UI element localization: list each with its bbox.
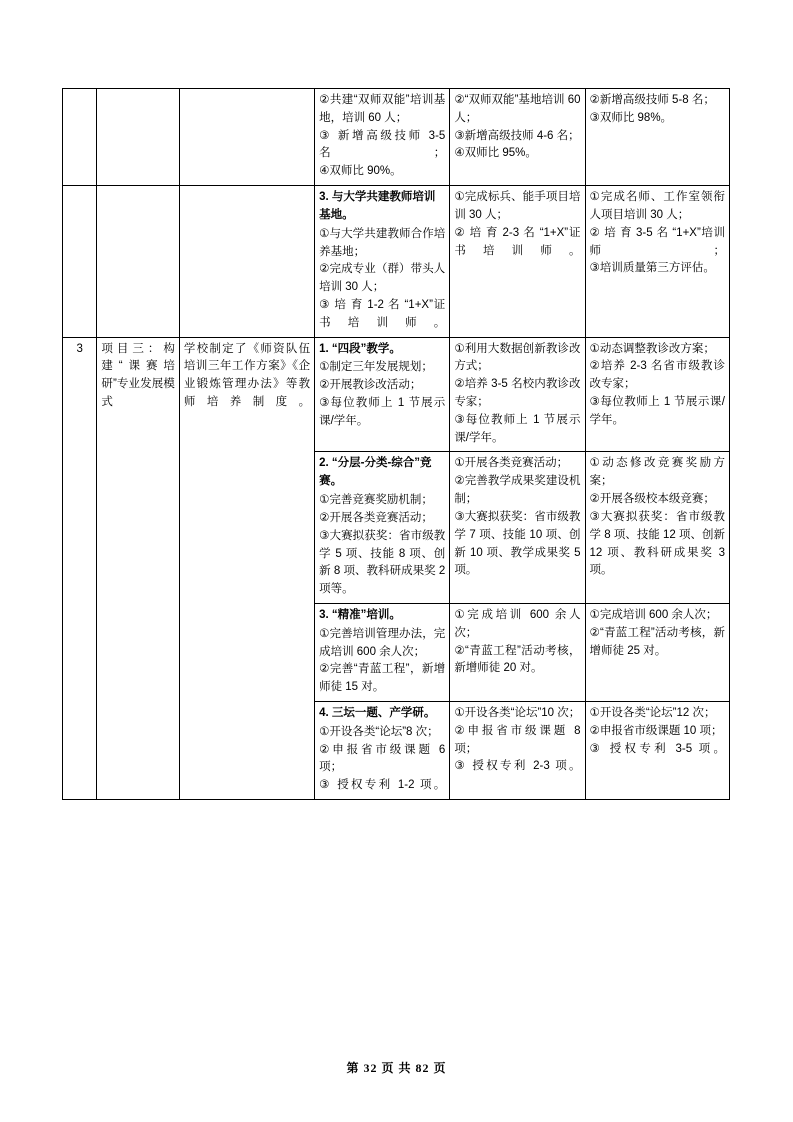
year2-cell (450, 452, 585, 604)
list-item: ②培养 3-5 名校内教诊改专家； (454, 378, 581, 408)
list-item: ②“双师双能”基地培训 60 人； (454, 94, 581, 124)
list-item: ② 培 育 2-3 名 “1+X”证书培训师。 (454, 226, 581, 257)
list-item: ①开设各类“论坛”8 次； (319, 725, 439, 738)
year3-cell (585, 89, 729, 186)
table-row (63, 186, 730, 338)
year3-cell (585, 702, 729, 800)
list-item: ③大赛拟获奖：省市级教学 7 项、技能 10 项、创新 10 项、教学成果奖 5 项。 (454, 510, 581, 577)
plan-table (62, 88, 730, 800)
project-description-cell (179, 89, 314, 186)
year1-cell (315, 702, 450, 800)
section-heading: 3. “精准”培训。 (319, 608, 401, 621)
year3-cell (585, 186, 729, 338)
section-heading: 3. 与大学共建教师培训基地。 (319, 191, 436, 221)
list-item: ②共建“双师双能”培训基地，培训 60 人； (319, 94, 446, 124)
row-number-cell (63, 89, 97, 186)
list-item: ③培训质量第三方评估。 (589, 262, 715, 275)
section-heading: 1. “四段”教学。 (319, 342, 401, 355)
year1-cell (315, 186, 450, 338)
list-item: ③新增高级技师 4-6 名； (454, 129, 580, 142)
section-heading: 2. “分层-分类-综合”竞赛。 (319, 457, 432, 488)
list-item: ①完成培训 600 余人次； (454, 608, 581, 639)
table-row (63, 89, 730, 186)
list-item: ③ 授权专利 1-2 项。 (319, 779, 446, 792)
list-item: ②完善“青蓝工程”，新增师徒 15 对。 (319, 663, 446, 694)
list-item: ③ 新增高级技师 3-5 名； (319, 129, 446, 160)
list-item: ②完成专业（群）带头人培训 30 人； (319, 263, 446, 294)
table-row (63, 337, 730, 452)
project-name-cell (97, 186, 180, 338)
list-item: ①利用大数据创新教诊改方式； (454, 342, 581, 373)
list-item: ①完成标兵、能手项目培训 30 人； (454, 191, 581, 221)
list-item: ①完善竞赛奖励机制； (319, 494, 433, 507)
year3-cell (585, 452, 729, 604)
list-item: ②培养 2-3 名省市级教诊改专家； (589, 360, 725, 391)
project-name-cell: 项目三：构建“课赛培研”专业发展模式 (97, 337, 180, 800)
row-number-cell: 3 (63, 337, 97, 800)
year1-cell (315, 452, 450, 604)
project-name-cell (97, 89, 180, 186)
list-item: ③ 培 育 1-2 名 “1+X”证书培训师。 (319, 298, 446, 329)
list-item: ①开展各类竞赛活动； (454, 457, 569, 470)
list-item: ①开设各类“论坛”10 次； (454, 707, 581, 719)
list-item: ①完成培训 600 余人次； (589, 608, 718, 621)
section-heading: 4. 三坛一题、产学研。 (319, 707, 436, 719)
page-footer (0, 1059, 793, 1076)
list-item: ② 培 育 3-5 名 “1+X”培训师； (589, 226, 725, 257)
list-item: ①完成名师、工作室领衔人项目培训 30 人； (589, 191, 725, 221)
list-item: ②完善教学成果奖建设机制； (454, 475, 581, 506)
list-item: ②新增高级技师 5-8 名； (589, 94, 715, 106)
list-item: ①与大学共建教师合作培养基地； (319, 227, 446, 258)
list-item: ③双师比 98%。 (589, 111, 673, 124)
year1-cell (315, 603, 450, 701)
year2-cell (450, 186, 585, 338)
year1-cell (315, 337, 450, 452)
list-item: ③每位教师上 1 节展示课/学年。 (589, 396, 725, 426)
list-item: ③大赛拟获奖：省市级教学 5 项、技能 8 项、创新 8 项、教科研成果奖 2 项等。 (319, 529, 446, 596)
page-number-text: 第 32 页 共 82 页 (346, 1061, 447, 1075)
list-item: ①动态修改竞赛奖励方案； (589, 457, 725, 488)
list-item: ③ 授权专利 2-3 项。 (454, 760, 581, 773)
project-description-cell: 学校制定了《师资队伍培训三年工作方案》《企业锻炼管理办法》等教师培养制度。 (179, 337, 314, 800)
year2-cell (450, 603, 585, 701)
list-item: ②开展各类竞赛活动； (319, 511, 433, 524)
project-description-cell (179, 186, 314, 338)
list-item: ②申报省市级课题 10 项； (589, 724, 723, 737)
list-item: ④双师比 90%。 (319, 165, 402, 178)
list-item: ②开展各级校本级竞赛； (589, 493, 715, 506)
year2-cell (450, 89, 585, 186)
list-item: ③每位教师上 1 节展示课/学年。 (319, 397, 446, 427)
year3-cell (585, 337, 729, 452)
list-item: ②“青蓝工程”活动考核，新增师徒 25 对。 (589, 626, 725, 657)
list-item: ②申报省市级课题 6 项； (319, 743, 446, 774)
list-item: ④双师比 95%。 (454, 147, 537, 160)
list-item: ③每位教师上 1 节展示课/学年。 (454, 413, 581, 444)
list-item: ①完善培训管理办法，完成培训 600 余人次； (319, 627, 446, 658)
list-item: ②申报省市级课题 8 项； (454, 724, 581, 755)
year1-cell (315, 89, 450, 186)
year2-cell (450, 702, 585, 800)
year3-cell (585, 603, 729, 701)
list-item: ①开设各类“论坛”12 次； (589, 707, 716, 719)
list-item: ①制定三年发展规划； (319, 361, 433, 374)
list-item: ①动态调整教诊改方案； (589, 342, 715, 355)
list-item: ③大赛拟获奖：省市级教学 8 项、技能 12 项、创新 12 项、教科研成果奖 3 项。 (589, 510, 725, 577)
list-item: ③ 授权专利 3-5 项。 (589, 742, 725, 755)
list-item: ②“青蓝工程”活动考核，新增师徒 20 对。 (454, 644, 581, 675)
year2-cell (450, 337, 585, 452)
list-item: ②开展教诊改活动； (319, 379, 422, 392)
row-number-cell (63, 186, 97, 338)
